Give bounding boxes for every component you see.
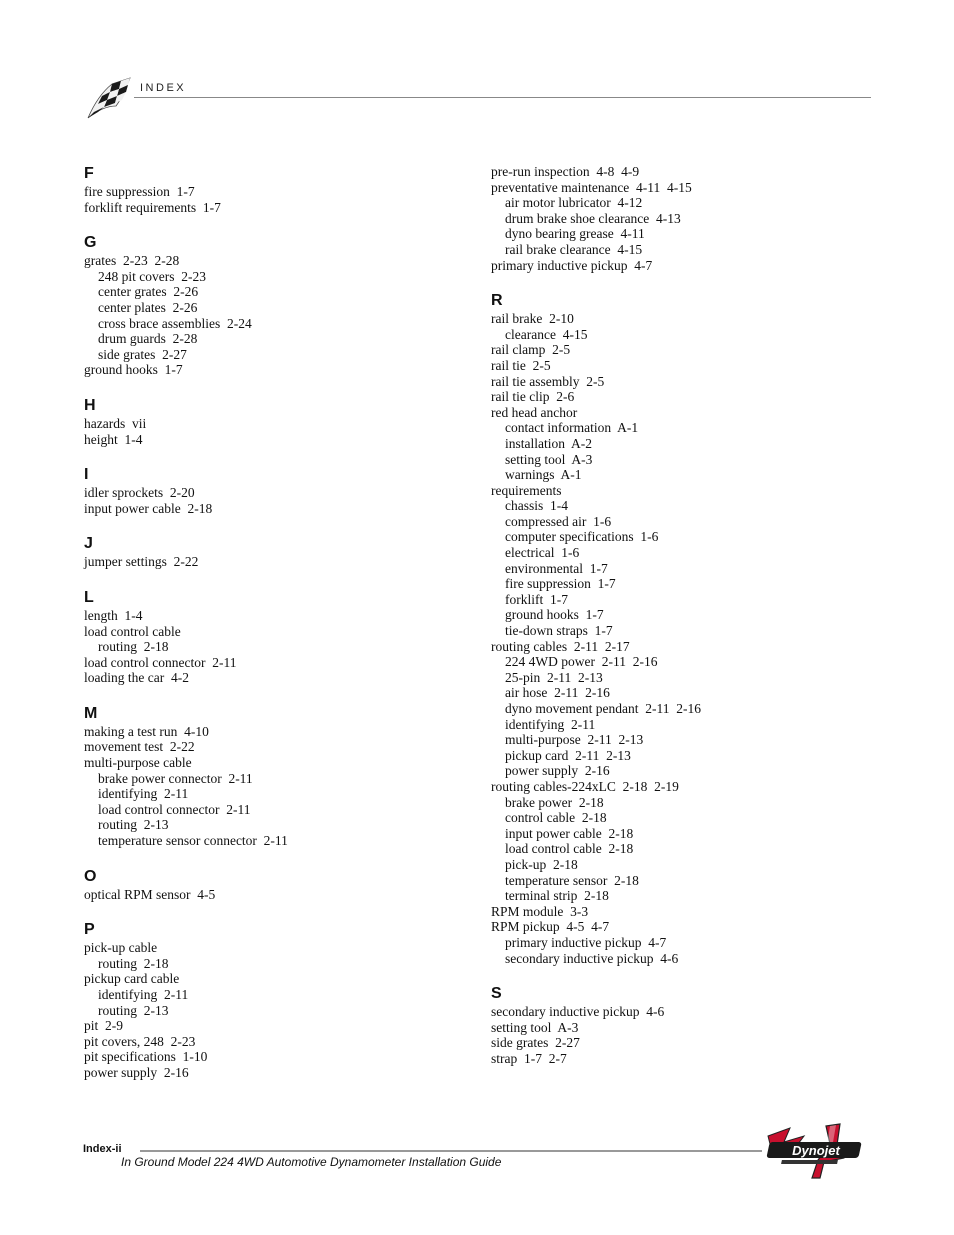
index-entry: load control cable xyxy=(84,623,181,639)
index-subentry: identifying 2-11 xyxy=(98,786,189,802)
index-subentry: primary inductive pickup 4-7 xyxy=(505,934,667,950)
index-entry: loading the car 4-2 xyxy=(84,670,189,686)
index-entry: pickup card cable xyxy=(84,971,180,987)
index-entry: idler sprockets 2-20 xyxy=(84,485,195,501)
section-letter: P xyxy=(84,921,95,939)
section-letter: H xyxy=(84,396,96,414)
index-entry: pit covers, 248 2-23 xyxy=(84,1033,196,1049)
index-subentry: rail brake clearance 4-15 xyxy=(505,241,643,257)
index-subentry: routing 2-13 xyxy=(98,1002,169,1018)
section-letter: S xyxy=(491,985,502,1003)
dynojet-logo xyxy=(764,1122,870,1180)
index-entry: length 1-4 xyxy=(84,607,143,623)
index-subentry: routing 2-13 xyxy=(98,817,169,833)
index-entry: setting tool A-3 xyxy=(491,1019,579,1035)
index-subentry: identifying 2-11 xyxy=(505,716,596,732)
index-subentry: clearance 4-15 xyxy=(505,326,588,342)
index-subentry: drum brake shoe clearance 4-13 xyxy=(505,210,681,226)
section-letter: J xyxy=(84,535,93,553)
index-subentry: cross brace assemblies 2-24 xyxy=(98,315,252,331)
section-letter: O xyxy=(84,867,97,885)
index-entry: preventative maintenance 4-11 4-15 xyxy=(491,179,692,195)
index-entry: height 1-4 xyxy=(84,431,143,447)
index-left-column xyxy=(84,164,464,1081)
index-entry: pre-run inspection 4-8 4-9 xyxy=(491,164,640,179)
checkered-flag-icon xyxy=(82,76,134,120)
index-entry: routing cables 2-11 2-17 xyxy=(491,638,630,654)
index-entry: side grates 2-27 xyxy=(491,1035,580,1051)
index-entry: making a test run 4-10 xyxy=(84,723,209,739)
index-entry: RPM module 3-3 xyxy=(491,903,589,919)
index-subentry: installation A-2 xyxy=(505,435,592,451)
index-entry: jumper settings 2-22 xyxy=(84,554,199,570)
index-subentry: multi-purpose 2-11 2-13 xyxy=(505,732,644,748)
section-letter: M xyxy=(84,704,98,722)
index-entry: routing cables-224xLC 2-18 2-19 xyxy=(491,778,679,794)
index-subentry: air hose 2-11 2-16 xyxy=(505,685,610,701)
section-letter: F xyxy=(84,165,94,182)
index-subentry: 224 4WD power 2-11 2-16 xyxy=(505,654,658,670)
index-subentry: routing 2-18 xyxy=(98,639,169,655)
index-subentry: side grates 2-27 xyxy=(98,346,187,362)
index-right-column xyxy=(491,164,891,1066)
index-entry: optical RPM sensor 4-5 xyxy=(84,886,216,902)
index-subentry: temperature sensor connector 2-11 xyxy=(98,833,288,849)
index-entry: ground hooks 1-7 xyxy=(84,362,183,378)
index-subentry: load control connector 2-11 xyxy=(98,801,251,817)
index-section xyxy=(84,704,464,849)
footer-divider xyxy=(140,1150,762,1152)
index-section xyxy=(84,396,464,447)
index-entry: rail tie 2-5 xyxy=(491,357,551,373)
index-subentry: input power cable 2-18 xyxy=(505,825,634,841)
page-number: Index-ii xyxy=(83,1143,122,1155)
index-subentry: center grates 2-26 xyxy=(98,284,199,300)
index-section xyxy=(84,164,464,215)
section-letter: I xyxy=(84,466,89,484)
index-subentry: electrical 1-6 xyxy=(505,545,580,561)
index-subentry: air motor lubricator 4-12 xyxy=(505,195,643,211)
index-entry: power supply 2-16 xyxy=(84,1064,189,1080)
index-subentry: load control cable 2-18 xyxy=(505,841,634,857)
section-letter: G xyxy=(84,234,97,252)
index-subentry: drum guards 2-28 xyxy=(98,331,198,347)
index-subentry: contact information A-1 xyxy=(505,420,639,436)
index-subentry: 25-pin 2-11 2-13 xyxy=(505,669,603,685)
index-subentry: ground hooks 1-7 xyxy=(505,607,604,623)
index-section xyxy=(84,465,464,516)
index-subentry: routing 2-18 xyxy=(98,955,169,971)
index-subentry: secondary inductive pickup 4-6 xyxy=(505,950,679,966)
index-subentry: terminal strip 2-18 xyxy=(505,888,609,904)
index-subentry: environmental 1-7 xyxy=(505,560,608,576)
index-entry: input power cable 2-18 xyxy=(84,500,213,516)
index-entry: strap 1-7 2-7 xyxy=(491,1050,567,1066)
index-entry: multi-purpose cable xyxy=(84,755,192,771)
index-section xyxy=(84,233,464,378)
index-entry: rail tie assembly 2-5 xyxy=(491,373,605,389)
index-entry: rail brake 2-10 xyxy=(491,311,574,327)
index-entry: hazards vii xyxy=(84,415,147,431)
index-subentry: center plates 2-26 xyxy=(98,299,198,315)
index-subentry: brake power connector 2-11 xyxy=(98,770,253,786)
index-section xyxy=(84,534,464,570)
index-section xyxy=(491,984,891,1066)
index-subentry: control cable 2-18 xyxy=(505,810,607,826)
index-entry: pit specifications 1-10 xyxy=(84,1049,208,1065)
index-section xyxy=(491,164,891,273)
index-subentry: tie-down straps 1-7 xyxy=(505,623,613,639)
section-letter: R xyxy=(491,292,503,310)
header-title: INDEX xyxy=(140,82,187,94)
index-subentry: temperature sensor 2-18 xyxy=(505,872,639,888)
header-divider xyxy=(134,97,871,98)
section-letter: L xyxy=(84,588,94,606)
index-subentry: dyno bearing grease 4-11 xyxy=(505,226,645,242)
index-entry: fire suppression 1-7 xyxy=(84,184,195,199)
index-entry: secondary inductive pickup 4-6 xyxy=(491,1004,665,1020)
index-entry: requirements xyxy=(491,482,562,498)
index-subentry: 248 pit covers 2-23 xyxy=(98,268,206,284)
index-entry: load control connector 2-11 xyxy=(84,654,237,670)
index-subentry: pick-up 2-18 xyxy=(505,856,578,872)
index-entry: grates 2-23 2-28 xyxy=(84,253,180,269)
index-entry: pit 2-9 xyxy=(84,1018,123,1034)
index-entry: pick-up cable xyxy=(84,940,158,956)
index-subentry: pickup card 2-11 2-13 xyxy=(505,747,631,763)
logo-text: Dynojet xyxy=(792,1143,840,1158)
index-section xyxy=(84,867,464,903)
index-entry: primary inductive pickup 4-7 xyxy=(491,257,653,273)
index-subentry: fire suppression 1-7 xyxy=(505,576,616,592)
index-subentry: identifying 2-11 xyxy=(98,987,189,1002)
index-section xyxy=(491,291,891,966)
index-entry: forklift requirements 1-7 xyxy=(84,199,221,215)
index-entry: red head anchor xyxy=(491,404,578,420)
index-subentry: dyno movement pendant 2-11 2-16 xyxy=(505,701,701,716)
index-section xyxy=(84,920,464,1080)
index-subentry: setting tool A-3 xyxy=(505,451,593,467)
index-subentry: brake power 2-18 xyxy=(505,794,604,810)
index-subentry: compressed air 1-6 xyxy=(505,513,612,529)
index-subentry: chassis 1-4 xyxy=(505,498,568,514)
index-section xyxy=(84,588,464,686)
index-subentry: computer specifications 1-6 xyxy=(505,529,659,545)
index-subentry: power supply 2-16 xyxy=(505,763,610,779)
index-entry: rail tie clip 2-6 xyxy=(491,389,575,405)
index-subentry: forklift 1-7 xyxy=(505,591,568,607)
index-subentry: warnings A-1 xyxy=(505,467,582,483)
index-entry: rail clamp 2-5 xyxy=(491,342,571,358)
document-title: In Ground Model 224 4WD Automotive Dynamometer Installation Guide xyxy=(121,1155,502,1169)
index-entry: RPM pickup 4-5 4-7 xyxy=(491,919,610,935)
index-entry: movement test 2-22 xyxy=(84,739,195,755)
